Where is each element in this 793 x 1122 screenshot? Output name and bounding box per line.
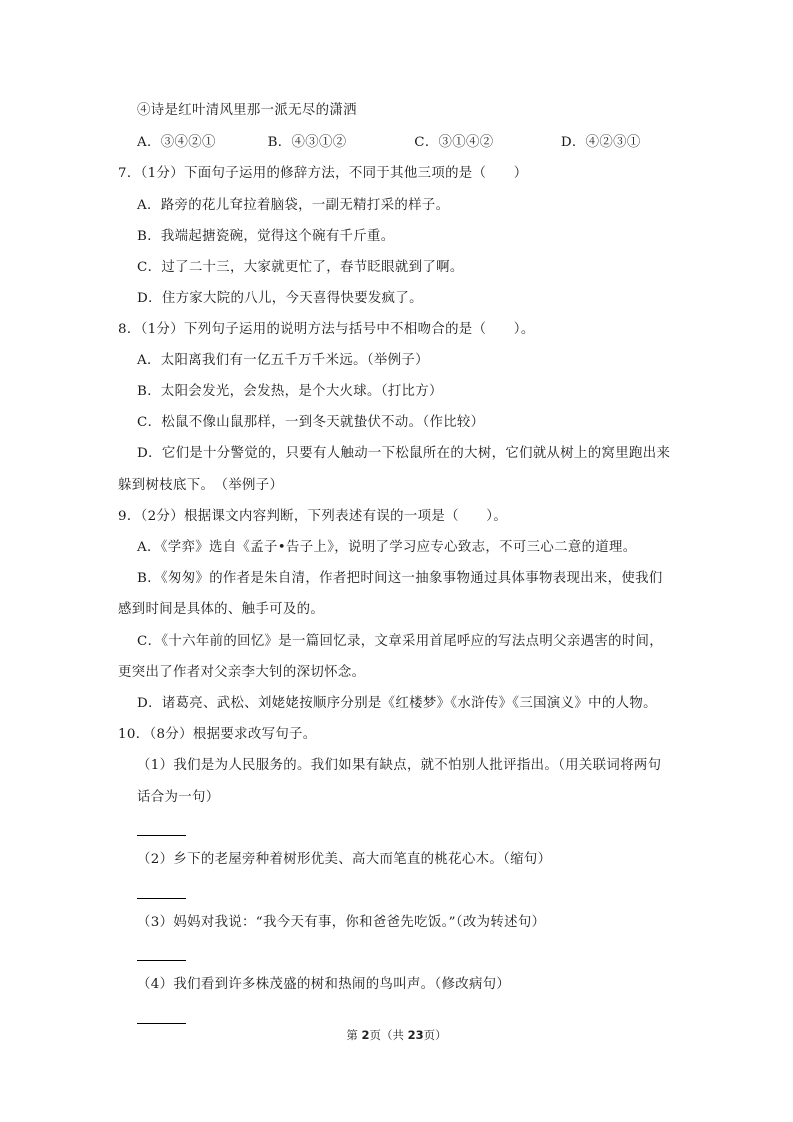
q6-item-4: ④诗是红叶清风里那一派无尽的潇洒	[137, 103, 357, 118]
q10-sub-1: （1）我们是为人民服务的。我们如果有缺点，就不怕别人批评指出。（用关联词将两句	[137, 758, 662, 773]
q9-option-c-continued: 更突出了作者对父亲李大钊的深切怀念。	[118, 665, 366, 680]
footer-middle: 页（共	[369, 1028, 408, 1042]
q6-choices	[137, 133, 641, 153]
footer-prefix: 第	[346, 1028, 362, 1042]
q9-option-b-continued: 感到时间是具体的、触手可及的。	[118, 602, 325, 617]
footer-suffix: 页）	[423, 1028, 447, 1042]
q7-stem: 7．（1分）下面句子运用的修辞方法，不同于其他三项的是（ ）	[118, 166, 528, 181]
q8-stem: 8．（1分）下列句子运用的说明方法与括号中不相吻合的是（ ）。	[118, 322, 535, 337]
q10-stem: 10．（8分）根据要求改写句子。	[118, 727, 317, 742]
q7-option-a: A．路旁的花儿耷拉着脑袋，一副无精打采的样子。	[137, 198, 450, 213]
current-page-number: 2	[361, 1028, 370, 1042]
q9-option-d: D．诸葛亮、武松、刘姥姥按顺序分别是《红楼梦》《水浒传》《三国演义》中的人物。	[137, 696, 657, 711]
q8-option-c: C．松鼠不像山鼠那样，一到冬天就蛰伏不动。（作比较）	[137, 415, 485, 430]
q10-sub-2: （2）乡下的老屋旁种着树形优美、高大而笔直的桃花心木。（缩句）	[137, 852, 552, 867]
q10-sub-4: （4）我们看到许多株茂盛的树和热闹的鸟叫声。（修改病句）	[137, 977, 511, 992]
q7-option-c: C．过了二十三，大家就更忙了，春节眨眼就到了啊。	[137, 260, 464, 275]
q6-choice-c: C．③①④②	[414, 135, 494, 150]
q7-option-b: B．我端起搪瓷碗，觉得这个碗有千斤重。	[137, 229, 395, 244]
q8-option-a: A．太阳离我们有一亿五千万千米远。（举例子）	[137, 353, 429, 368]
q9-option-c: C．《十六年前的回忆》是一篇回忆录，文章采用首尾呼应的写法点明父亲遇害的时间，	[137, 634, 664, 649]
q8-option-d: D．它们是十分警觉的，只要有人触动一下松鼠所在的大树，它们就从树上的窝里跑出来	[137, 446, 671, 461]
q7-option-d: D．住方家大院的八儿，今天喜得快要发疯了。	[137, 291, 423, 306]
q10-sub-3: （3）妈妈对我说：“我今天有事，你和爸爸先吃饭。”（改为转述句）	[137, 915, 546, 930]
page-footer	[0, 1027, 793, 1043]
q9-option-a: A．《学弈》选自《孟子•告子上》，说明了学习应专心致志，不可三心二意的道理。	[137, 540, 637, 555]
q9-stem: 9．（2分）根据课文内容判断，下列表述有误的一项是（ ）。	[118, 509, 508, 524]
q8-option-b: B．太阳会发光，会发热，是个大火球。（打比方）	[137, 384, 443, 399]
q10-sub-1-continued: 话合为一句）	[137, 790, 220, 805]
q9-option-b: B．《匆匆》的作者是朱自清，作者把时间这一抽象事物通过具体事物表现出来，使我们	[137, 571, 663, 586]
q10-answer-blank-2[interactable]	[137, 898, 186, 899]
q10-answer-blank-1[interactable]	[137, 835, 186, 836]
q8-option-d-continued: 躲到树枝底下。 （举例子）	[118, 478, 284, 493]
q6-choice-d: D．④②③①	[560, 135, 641, 150]
q6-choice-b: B．④③①②	[267, 135, 347, 150]
q10-answer-blank-3[interactable]	[137, 960, 186, 961]
q6-choice-a: A．③④②①	[137, 135, 216, 150]
total-page-count: 23	[407, 1028, 424, 1042]
q10-answer-blank-4[interactable]	[137, 1023, 186, 1024]
